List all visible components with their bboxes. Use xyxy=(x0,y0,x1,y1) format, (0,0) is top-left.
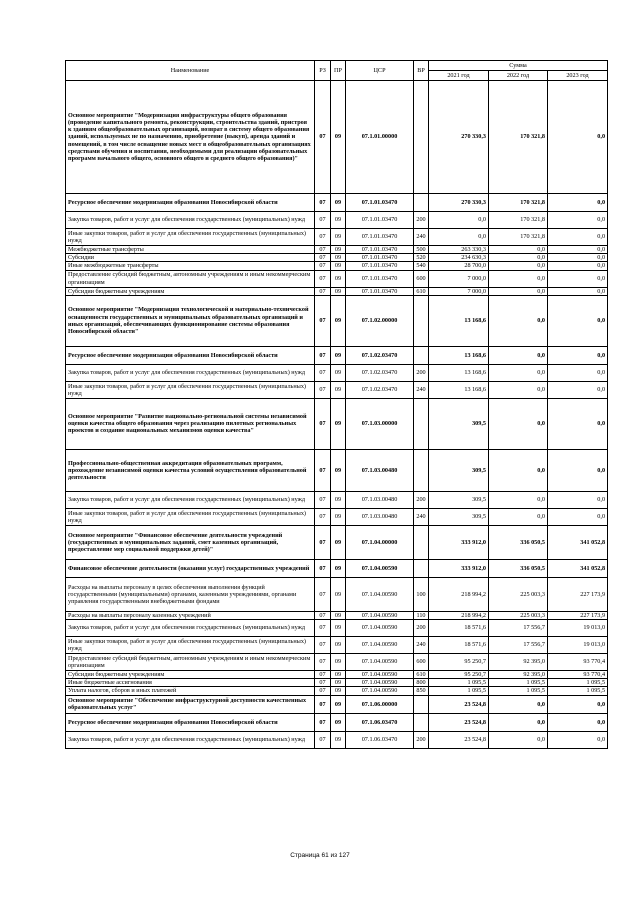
table-row xyxy=(66,381,608,398)
row-value-2023: 19 013,0 xyxy=(548,637,608,654)
row-value-2021: 13 168,6 xyxy=(429,364,489,381)
row-value-2023: 93 770,4 xyxy=(548,654,608,671)
row-value-2022: 0,0 xyxy=(489,449,548,491)
table-row xyxy=(66,254,608,262)
row-rz: 07 xyxy=(315,262,331,270)
row-value-2021: 1 095,5 xyxy=(429,679,489,687)
budget-page xyxy=(65,60,607,749)
row-name: Профессионально-общественная аккредитация образовательных программ, прохождение независимой оценки качества условий осуществления образовательной деятельности xyxy=(66,449,315,491)
row-csr: 07.1.01.03470 xyxy=(346,262,414,270)
row-value-2023: 0,0 xyxy=(548,81,608,194)
table-row xyxy=(66,559,608,577)
row-csr: 07.1.06.03470 xyxy=(346,713,414,731)
row-pr: 09 xyxy=(331,611,346,619)
row-vr xyxy=(414,346,429,364)
row-pr: 09 xyxy=(331,229,346,246)
row-pr: 09 xyxy=(331,254,346,262)
row-name: Субсидии xyxy=(66,254,315,262)
row-value-2022: 92 395,0 xyxy=(489,671,548,679)
row-value-2022: 0,0 xyxy=(489,491,548,508)
row-value-2022: 17 556,7 xyxy=(489,620,548,637)
row-vr xyxy=(414,81,429,194)
row-value-2022: 336 050,5 xyxy=(489,525,548,559)
row-name: Иные закупки товаров, работ и услуг для обеспечения государственных (муниципальных) нужд xyxy=(66,381,315,398)
row-name: Закупка товаров, работ и услуг для обеспечения государственных (муниципальных) нужд xyxy=(66,731,315,748)
row-value-2022: 1 095,5 xyxy=(489,687,548,695)
header-vr: ВР xyxy=(414,61,429,81)
row-pr: 09 xyxy=(331,287,346,295)
row-value-2023: 0,0 xyxy=(548,254,608,262)
row-value-2023: 0,0 xyxy=(548,713,608,731)
row-value-2021: 218 994,2 xyxy=(429,577,489,611)
table-row xyxy=(66,671,608,679)
row-value-2021: 270 330,3 xyxy=(429,81,489,194)
header-year-2021: 2021 год xyxy=(429,71,489,81)
row-vr: 200 xyxy=(414,212,429,229)
row-vr: 600 xyxy=(414,270,429,287)
table-row xyxy=(66,398,608,449)
table-row xyxy=(66,270,608,287)
row-pr: 09 xyxy=(331,654,346,671)
row-value-2023: 0,0 xyxy=(548,346,608,364)
row-csr: 07.1.01.03470 xyxy=(346,194,414,212)
row-vr: 610 xyxy=(414,671,429,679)
row-csr: 07.1.01.00000 xyxy=(346,81,414,194)
row-value-2021: 309,5 xyxy=(429,491,489,508)
row-name: Закупка товаров, работ и услуг для обеспечения государственных (муниципальных) нужд xyxy=(66,620,315,637)
row-csr: 07.1.04.00590 xyxy=(346,637,414,654)
row-value-2023: 0,0 xyxy=(548,287,608,295)
row-value-2023: 0,0 xyxy=(548,229,608,246)
row-name: Закупка товаров, работ и услуг для обеспечения государственных (муниципальных) нужд xyxy=(66,364,315,381)
row-pr: 09 xyxy=(331,577,346,611)
table-row xyxy=(66,731,608,748)
row-value-2021: 23 524,8 xyxy=(429,731,489,748)
row-csr: 07.1.01.03470 xyxy=(346,229,414,246)
header-pr: ПР xyxy=(331,61,346,81)
row-csr: 07.1.01.03470 xyxy=(346,287,414,295)
table-row xyxy=(66,713,608,731)
row-vr: 540 xyxy=(414,262,429,270)
row-value-2022: 0,0 xyxy=(489,381,548,398)
table-row xyxy=(66,525,608,559)
row-value-2023: 0,0 xyxy=(548,262,608,270)
table-row xyxy=(66,229,608,246)
row-csr: 07.1.06.00000 xyxy=(346,695,414,713)
row-name: Иные закупки товаров, работ и услуг для обеспечения государственных (муниципальных) нужд xyxy=(66,229,315,246)
row-vr: 200 xyxy=(414,364,429,381)
row-name: Ресурсное обеспечение модернизации образования Новосибирской области xyxy=(66,713,315,731)
table-row xyxy=(66,364,608,381)
row-value-2023: 1 095,5 xyxy=(548,687,608,695)
row-pr: 09 xyxy=(331,270,346,287)
row-value-2021: 95 250,7 xyxy=(429,671,489,679)
row-pr: 09 xyxy=(331,381,346,398)
row-value-2022: 0,0 xyxy=(489,262,548,270)
row-rz: 07 xyxy=(315,525,331,559)
row-pr: 09 xyxy=(331,620,346,637)
budget-table xyxy=(65,60,608,749)
row-value-2022: 0,0 xyxy=(489,508,548,525)
row-value-2023: 0,0 xyxy=(548,731,608,748)
header-csr: ЦСР xyxy=(346,61,414,81)
row-name: Иные закупки товаров, работ и услуг для обеспечения государственных (муниципальных) нужд xyxy=(66,508,315,525)
row-value-2022: 0,0 xyxy=(489,254,548,262)
row-value-2023: 1 095,5 xyxy=(548,679,608,687)
row-csr: 07.1.04.00590 xyxy=(346,559,414,577)
row-vr xyxy=(414,713,429,731)
row-vr xyxy=(414,295,429,346)
row-value-2023: 341 052,8 xyxy=(548,559,608,577)
row-rz: 07 xyxy=(315,194,331,212)
row-rz: 07 xyxy=(315,246,331,254)
row-value-2023: 93 770,4 xyxy=(548,671,608,679)
row-value-2023: 0,0 xyxy=(548,508,608,525)
row-rz: 07 xyxy=(315,229,331,246)
table-row xyxy=(66,346,608,364)
table-row xyxy=(66,695,608,713)
row-vr: 520 xyxy=(414,254,429,262)
row-name: Основное мероприятие "Модернизация технологической и материально-технической оснащенности государственных и муниципальных образовательных организаций и иных организаций, обеспечивающих функционирование системы образования Новосибирской области" xyxy=(66,295,315,346)
row-vr: 240 xyxy=(414,229,429,246)
table-row xyxy=(66,295,608,346)
row-csr: 07.1.03.00480 xyxy=(346,491,414,508)
row-vr: 500 xyxy=(414,246,429,254)
row-rz: 07 xyxy=(315,295,331,346)
row-pr: 09 xyxy=(331,364,346,381)
row-rz: 07 xyxy=(315,270,331,287)
table-row xyxy=(66,620,608,637)
row-vr xyxy=(414,398,429,449)
row-value-2021: 7 000,0 xyxy=(429,287,489,295)
row-name: Ресурсное обеспечение модернизации образования Новосибирской области xyxy=(66,194,315,212)
row-vr: 200 xyxy=(414,491,429,508)
row-vr: 110 xyxy=(414,611,429,619)
row-value-2022: 0,0 xyxy=(489,295,548,346)
row-rz: 07 xyxy=(315,654,331,671)
row-value-2021: 1 095,5 xyxy=(429,687,489,695)
row-value-2022: 225 003,3 xyxy=(489,611,548,619)
row-value-2021: 13 168,6 xyxy=(429,381,489,398)
row-csr: 07.1.01.03470 xyxy=(346,270,414,287)
row-rz: 07 xyxy=(315,637,331,654)
row-value-2021: 7 000,0 xyxy=(429,270,489,287)
row-value-2023: 19 013,0 xyxy=(548,620,608,637)
row-value-2022: 170 321,8 xyxy=(489,229,548,246)
table-row xyxy=(66,449,608,491)
row-pr: 09 xyxy=(331,194,346,212)
row-name: Финансовое обеспечение деятельности (оказания услуг) государственных учреждений xyxy=(66,559,315,577)
header-year-2023: 2023 год xyxy=(548,71,608,81)
row-rz: 07 xyxy=(315,611,331,619)
row-value-2021: 28 700,0 xyxy=(429,262,489,270)
row-csr: 07.1.01.03470 xyxy=(346,254,414,262)
row-value-2021: 18 571,6 xyxy=(429,637,489,654)
row-value-2021: 0,0 xyxy=(429,229,489,246)
row-csr: 07.1.02.03470 xyxy=(346,364,414,381)
row-csr: 07.1.04.00590 xyxy=(346,671,414,679)
row-value-2021: 13 168,6 xyxy=(429,295,489,346)
row-value-2021: 23 524,8 xyxy=(429,695,489,713)
table-row xyxy=(66,577,608,611)
header-name: Наименование xyxy=(66,61,315,81)
row-value-2021: 309,5 xyxy=(429,449,489,491)
row-csr: 07.1.04.00590 xyxy=(346,620,414,637)
row-value-2023: 0,0 xyxy=(548,212,608,229)
row-csr: 07.1.03.00480 xyxy=(346,449,414,491)
row-name: Основное мероприятие "Обеспечение инфраструктурной доступности качественных образовательных услуг" xyxy=(66,695,315,713)
row-pr: 09 xyxy=(331,671,346,679)
row-pr: 09 xyxy=(331,731,346,748)
row-rz: 07 xyxy=(315,679,331,687)
row-pr: 09 xyxy=(331,246,346,254)
row-value-2022: 17 556,7 xyxy=(489,637,548,654)
table-row xyxy=(66,611,608,619)
row-pr: 09 xyxy=(331,695,346,713)
row-rz: 07 xyxy=(315,81,331,194)
header-rz: РЗ xyxy=(315,61,331,81)
row-pr: 09 xyxy=(331,212,346,229)
row-csr: 07.1.06.03470 xyxy=(346,731,414,748)
row-vr xyxy=(414,449,429,491)
table-row xyxy=(66,194,608,212)
row-pr: 09 xyxy=(331,398,346,449)
row-name: Уплата налогов, сборов и иных платежей xyxy=(66,687,315,695)
page-number: Страница 61 из 127 xyxy=(290,852,350,859)
row-value-2022: 1 095,5 xyxy=(489,679,548,687)
row-value-2022: 0,0 xyxy=(489,346,548,364)
row-value-2021: 13 168,6 xyxy=(429,346,489,364)
row-csr: 07.1.04.00590 xyxy=(346,687,414,695)
row-vr: 200 xyxy=(414,731,429,748)
row-value-2021: 95 250,7 xyxy=(429,654,489,671)
row-vr xyxy=(414,695,429,713)
table-row xyxy=(66,287,608,295)
row-name: Закупка товаров, работ и услуг для обеспечения государственных (муниципальных) нужд xyxy=(66,212,315,229)
row-rz: 07 xyxy=(315,687,331,695)
row-value-2021: 333 912,0 xyxy=(429,525,489,559)
row-vr: 800 xyxy=(414,679,429,687)
row-csr: 07.1.04.00590 xyxy=(346,679,414,687)
row-rz: 07 xyxy=(315,491,331,508)
row-pr: 09 xyxy=(331,679,346,687)
row-name: Иные закупки товаров, работ и услуг для обеспечения государственных (муниципальных) нужд xyxy=(66,637,315,654)
row-pr: 09 xyxy=(331,713,346,731)
row-rz: 07 xyxy=(315,254,331,262)
row-vr: 240 xyxy=(414,508,429,525)
row-value-2021: 23 524,8 xyxy=(429,713,489,731)
row-value-2022: 225 003,3 xyxy=(489,577,548,611)
row-value-2023: 0,0 xyxy=(548,194,608,212)
row-value-2023: 227 173,9 xyxy=(548,577,608,611)
row-vr xyxy=(414,559,429,577)
row-value-2022: 0,0 xyxy=(489,695,548,713)
row-pr: 09 xyxy=(331,262,346,270)
row-name: Расходы на выплаты персоналу казенных учреждений xyxy=(66,611,315,619)
row-name: Предоставление субсидий бюджетным, автономным учреждениям и иным некоммерческим организациям xyxy=(66,654,315,671)
table-row xyxy=(66,491,608,508)
row-value-2023: 0,0 xyxy=(548,491,608,508)
row-value-2023: 341 052,8 xyxy=(548,525,608,559)
row-value-2021: 18 571,6 xyxy=(429,620,489,637)
row-value-2022: 0,0 xyxy=(489,270,548,287)
row-rz: 07 xyxy=(315,287,331,295)
row-value-2021: 270 330,3 xyxy=(429,194,489,212)
row-csr: 07.1.02.03470 xyxy=(346,346,414,364)
row-value-2022: 0,0 xyxy=(489,713,548,731)
row-pr: 09 xyxy=(331,508,346,525)
row-csr: 07.1.02.00000 xyxy=(346,295,414,346)
row-csr: 07.1.04.00000 xyxy=(346,525,414,559)
row-csr: 07.1.03.00480 xyxy=(346,508,414,525)
row-vr: 100 xyxy=(414,577,429,611)
row-value-2021: 263 330,3 xyxy=(429,246,489,254)
row-rz: 07 xyxy=(315,346,331,364)
table-row xyxy=(66,81,608,194)
row-csr: 07.1.02.03470 xyxy=(346,381,414,398)
row-csr: 07.1.04.00590 xyxy=(346,654,414,671)
row-pr: 09 xyxy=(331,687,346,695)
row-value-2022: 0,0 xyxy=(489,731,548,748)
row-rz: 07 xyxy=(315,577,331,611)
row-name: Субсидии бюджетным учреждениям xyxy=(66,287,315,295)
table-row xyxy=(66,687,608,695)
row-value-2023: 0,0 xyxy=(548,246,608,254)
row-value-2022: 0,0 xyxy=(489,246,548,254)
table-body xyxy=(66,81,608,749)
row-rz: 07 xyxy=(315,364,331,381)
row-value-2021: 0,0 xyxy=(429,212,489,229)
row-value-2021: 309,5 xyxy=(429,508,489,525)
row-rz: 07 xyxy=(315,398,331,449)
row-value-2022: 0,0 xyxy=(489,287,548,295)
row-rz: 07 xyxy=(315,449,331,491)
row-vr: 200 xyxy=(414,620,429,637)
row-pr: 09 xyxy=(331,559,346,577)
table-row xyxy=(66,637,608,654)
row-name: Иные бюджетные ассигнования xyxy=(66,679,315,687)
header-sums: Сумма xyxy=(429,61,608,71)
table-row xyxy=(66,654,608,671)
row-csr: 07.1.04.00590 xyxy=(346,611,414,619)
table-row xyxy=(66,212,608,229)
row-rz: 07 xyxy=(315,731,331,748)
row-rz: 07 xyxy=(315,508,331,525)
row-csr: 07.1.03.00000 xyxy=(346,398,414,449)
row-value-2022: 0,0 xyxy=(489,398,548,449)
row-csr: 07.1.01.03470 xyxy=(346,212,414,229)
row-value-2023: 0,0 xyxy=(548,381,608,398)
row-name: Ресурсное обеспечение модернизации образования Новосибирской области xyxy=(66,346,315,364)
row-vr: 240 xyxy=(414,637,429,654)
row-vr: 600 xyxy=(414,654,429,671)
row-csr: 07.1.04.00590 xyxy=(346,577,414,611)
row-value-2023: 0,0 xyxy=(548,295,608,346)
row-name: Закупка товаров, работ и услуг для обеспечения государственных (муниципальных) нужд xyxy=(66,491,315,508)
row-rz: 07 xyxy=(315,713,331,731)
row-value-2021: 234 630,3 xyxy=(429,254,489,262)
row-rz: 07 xyxy=(315,381,331,398)
row-name: Иные межбюджетные трансферты xyxy=(66,262,315,270)
row-vr: 850 xyxy=(414,687,429,695)
row-vr xyxy=(414,525,429,559)
row-rz: 07 xyxy=(315,671,331,679)
row-pr: 09 xyxy=(331,449,346,491)
row-pr: 09 xyxy=(331,491,346,508)
table-row xyxy=(66,508,608,525)
row-value-2023: 0,0 xyxy=(548,270,608,287)
row-value-2023: 227 173,9 xyxy=(548,611,608,619)
row-vr: 240 xyxy=(414,381,429,398)
row-pr: 09 xyxy=(331,295,346,346)
row-value-2021: 333 912,0 xyxy=(429,559,489,577)
row-value-2022: 170 321,8 xyxy=(489,81,548,194)
row-value-2022: 0,0 xyxy=(489,364,548,381)
row-value-2022: 336 050,5 xyxy=(489,559,548,577)
row-csr: 07.1.01.03470 xyxy=(346,246,414,254)
row-value-2023: 0,0 xyxy=(548,449,608,491)
row-value-2023: 0,0 xyxy=(548,398,608,449)
row-rz: 07 xyxy=(315,695,331,713)
row-value-2022: 170 321,8 xyxy=(489,194,548,212)
row-value-2021: 218 994,2 xyxy=(429,611,489,619)
table-row xyxy=(66,262,608,270)
row-vr: 610 xyxy=(414,287,429,295)
row-name: Расходы на выплаты персоналу в целях обеспечения выполнения функций государственными (муниципальными) органами, казенными учреждениями, органами управления государственными внебюджетными фондами xyxy=(66,577,315,611)
row-vr xyxy=(414,194,429,212)
table-row xyxy=(66,679,608,687)
row-pr: 09 xyxy=(331,81,346,194)
header-year-2022: 2022 год xyxy=(489,71,548,81)
row-name: Основное мероприятие "Финансовое обеспечение деятельности учреждений (государственных и муниципальных заданий, смет казенных организаций, предоставление мер социальной поддержки детей)" xyxy=(66,525,315,559)
row-value-2022: 92 395,0 xyxy=(489,654,548,671)
row-value-2023: 0,0 xyxy=(548,695,608,713)
row-name: Субсидии бюджетным учреждениям xyxy=(66,671,315,679)
row-name: Межбюджетные трансферты xyxy=(66,246,315,254)
table-row xyxy=(66,246,608,254)
row-value-2022: 170 321,8 xyxy=(489,212,548,229)
row-pr: 09 xyxy=(331,637,346,654)
row-pr: 09 xyxy=(331,346,346,364)
row-rz: 07 xyxy=(315,559,331,577)
row-name: Предоставление субсидий бюджетным, автономным учреждениям и иным некоммерческим организациям xyxy=(66,270,315,287)
row-name: Основное мероприятие "Развитие национально-региональной системы независимой оценки качества общего образования через реализацию пилотных региональных проектов и создание национальных механизмов оценки качества" xyxy=(66,398,315,449)
row-name: Основное мероприятие "Модернизация инфраструктуры общего образования (проведение капитального ремонта, реконструкции, строительства зданий, пристроя к зданиям общеобразовательных организаций, возврат в систему общего образования зданий, используемых не по назначению, приобретение (выкуп), аренда зданий и помещений, в том числе оснащение новых мест в общеобразовательных организациях средствами обучения и воспитания, необходимыми для реализации образовательных программ начального общего, основного общего и среднего общего образования)" xyxy=(66,81,315,194)
row-rz: 07 xyxy=(315,620,331,637)
row-value-2021: 309,5 xyxy=(429,398,489,449)
row-pr: 09 xyxy=(331,525,346,559)
row-rz: 07 xyxy=(315,212,331,229)
row-value-2023: 0,0 xyxy=(548,364,608,381)
